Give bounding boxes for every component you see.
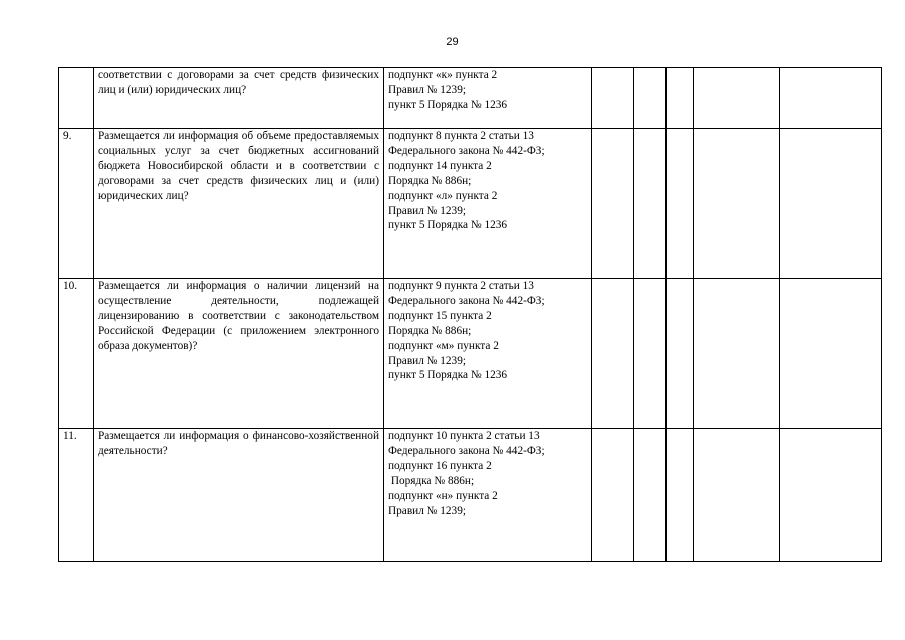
page-number: 29 [446, 36, 459, 48]
basis-line: подпункт 14 пункта 2 [388, 159, 492, 172]
basis-line: Порядка № 886н; [388, 324, 472, 337]
legal-basis-cell [384, 279, 592, 429]
answer-no-cell [634, 129, 666, 279]
question-cell: Размещается ли информация об объеме предоставляемых социальных услуг за счет бюджетных ассигнований бюджета Новосибирской области и в соответствии с договорами за счет средств физических лиц и (или) юридических лиц? [94, 129, 384, 279]
basis-line: пункт 5 Порядка № 1236 [388, 219, 508, 232]
answer-yes-cell [592, 68, 634, 129]
answer-na-cell [666, 279, 694, 429]
answer-na-cell [666, 129, 694, 279]
answer-no-cell [634, 429, 666, 562]
basis-line: Правил № 1239; [388, 83, 466, 96]
basis-line: Правил № 1239; [388, 354, 466, 367]
answer-yes-cell [592, 129, 634, 279]
basis-line: Правил № 1239; [388, 504, 466, 517]
comment-cell [780, 129, 882, 279]
basis-line: Порядка № 886н; [388, 174, 472, 187]
basis-line: пункт 5 Порядка № 1236 [388, 98, 508, 111]
basis-line: Правил № 1239; [388, 204, 466, 217]
basis-line: Федерального закона № 442-ФЗ; [388, 444, 545, 457]
legal-basis-cell [384, 68, 592, 129]
row-number: 11. [59, 429, 94, 562]
legal-basis-cell [384, 129, 592, 279]
basis-line: Порядка № 886н; [388, 474, 475, 487]
answer-na-cell [666, 429, 694, 562]
answer-yes-cell [592, 279, 634, 429]
basis-line: Федерального закона № 442-ФЗ; [388, 294, 545, 307]
basis-line: Федерального закона № 442-ФЗ; [388, 144, 545, 157]
basis-line: подпункт 8 пункта 2 статьи 13 [388, 130, 534, 142]
table-row [59, 68, 882, 129]
question-cell: Размещается ли информация о наличии лицензий на осуществление деятельности, подлежащей лицензированию в соответствии с законодательством Российской Федерации (с приложением электронного образа документов)? [94, 279, 384, 429]
basis-line: пункт 5 Порядка № 1236 [388, 369, 508, 382]
basis-line: подпункт 10 пункта 2 статьи 13 [388, 430, 540, 442]
note-cell [694, 279, 780, 429]
answer-no-cell [634, 279, 666, 429]
comment-cell [780, 68, 882, 129]
row-number: 9. [59, 129, 94, 279]
basis-line: подпункт 16 пункта 2 [388, 459, 492, 472]
basis-line: подпункт «л» пункта 2 [388, 189, 498, 202]
table-row [59, 279, 882, 429]
question-cell: соответствии с договорами за счет средств физических лиц и (или) юридических лиц? [94, 68, 384, 129]
comment-cell [780, 429, 882, 562]
note-cell [694, 68, 780, 129]
note-cell [694, 429, 780, 562]
row-number [59, 68, 94, 129]
basis-line: подпункт «н» пункта 2 [388, 489, 498, 502]
answer-yes-cell [592, 429, 634, 562]
basis-line: подпункт 15 пункта 2 [388, 309, 492, 322]
basis-line: подпункт «м» пункта 2 [388, 339, 499, 352]
table-row [59, 429, 882, 562]
row-number: 10. [59, 279, 94, 429]
note-cell [694, 129, 780, 279]
answer-no-cell [634, 68, 666, 129]
comment-cell [780, 279, 882, 429]
question-cell: Размещается ли информация о финансово-хозяйственной деятельности? [94, 429, 384, 562]
legal-basis-cell [384, 429, 592, 562]
table-row [59, 129, 882, 279]
basis-line: подпункт «к» пункта 2 [388, 69, 498, 81]
basis-line: подпункт 9 пункта 2 статьи 13 [388, 280, 534, 292]
checklist-table [58, 67, 882, 562]
answer-na-cell [666, 68, 694, 129]
